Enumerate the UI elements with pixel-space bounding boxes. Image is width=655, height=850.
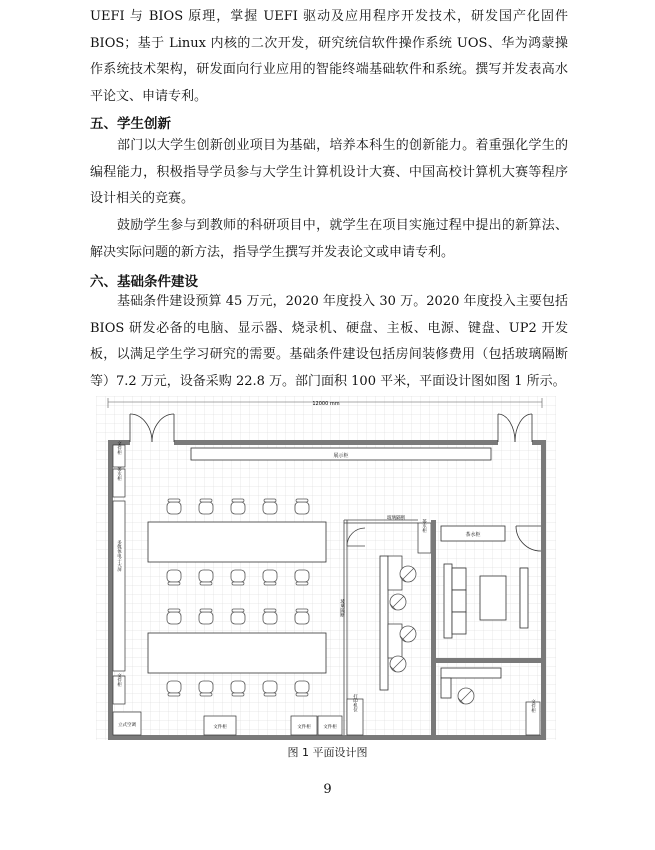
floor-plan-diagram [96, 396, 556, 740]
file-cabinet-top-left-label: 文件柜 [116, 441, 122, 455]
file-cabinet-bottom-left-label: 文件柜 [116, 673, 122, 687]
tea-cabinet-right-label: 茶水柜 [465, 532, 481, 538]
file-cabinet-bottom-right-label: 文件柜 [530, 699, 536, 713]
heading-infrastructure: 六、基础条件建设 [90, 274, 198, 290]
paragraph-innovation: 部门以大学生创新创业项目为基础，培养本科生的创新能力。着重强化学生的编程能力，积极指导学员参与大学生计算机设计大赛、中国高校计算机大赛等程序设计相关的竞赛。 [90, 138, 568, 207]
glass-partition-vertical-label: 玻璃隔断 [339, 599, 345, 617]
page-number: 9 [323, 782, 332, 797]
paragraph-bios: UEFI 与 BIOS 原理，掌握 UEFI 驱动及应用程序开发技术，研发国产化固件 BIOS；基于 Linux 内核的二次开发，研究统信软件操作系统 UOS、华为鸿蒙操作系统技术架构，研发面向行业应用的智能终端基础软件和系统。撰写并发表高水平论文、申请专利。 [90, 9, 568, 104]
display-cabinet-label: 展示柜 [333, 453, 349, 459]
file-cabinet-bottom-3-label: 文件柜 [323, 725, 337, 730]
tea-cabinet-middle-label: 茶水柜 [421, 519, 427, 533]
glass-partition-horizontal-label: 玻璃隔断 [387, 516, 405, 521]
air-conditioner-label: 立式空调 [118, 723, 136, 728]
printer-station-label: 打印机位 [352, 694, 358, 712]
multimedia-screen-label: 多媒体电子大屏 [116, 540, 122, 572]
figure-caption: 图 1 平面设计图 [287, 746, 368, 759]
tea-cabinet-left-label: 茶水柜 [116, 467, 122, 481]
file-cabinet-bottom-2-label: 文件柜 [297, 725, 311, 730]
paragraph-budget: 基础条件建设预算 45 万元，2020 年度投入 30 万。2020 年度投入主要包括 BIOS 研发必备的电脑、显示器、烧录机、硬盘、主板、电源、键盘、UP2 开发板，以满足学生学习研究的需要。基础条件建设包括房间装修费用（包括玻璃隔断等）7.2 万元，设备采购 22.8 万。部门面积 100 平米，平面设计图如图 1 所示。 [90, 294, 568, 389]
paragraph-research: 鼓励学生参与到教师的科研项目中，就学生在项目实施过程中提出的新算法、解决实际问题的新方法，指导学生撰写并发表论文或申请专利。 [90, 218, 568, 260]
heading-student-innovation: 五、学生创新 [90, 116, 171, 132]
meeting-table-top [148, 522, 326, 562]
file-cabinet-bottom-1-label: 文件柜 [213, 725, 227, 730]
dimension-label: 12000 mm [312, 401, 340, 407]
multimedia-screen [113, 501, 125, 671]
meeting-table-bottom [148, 633, 326, 673]
